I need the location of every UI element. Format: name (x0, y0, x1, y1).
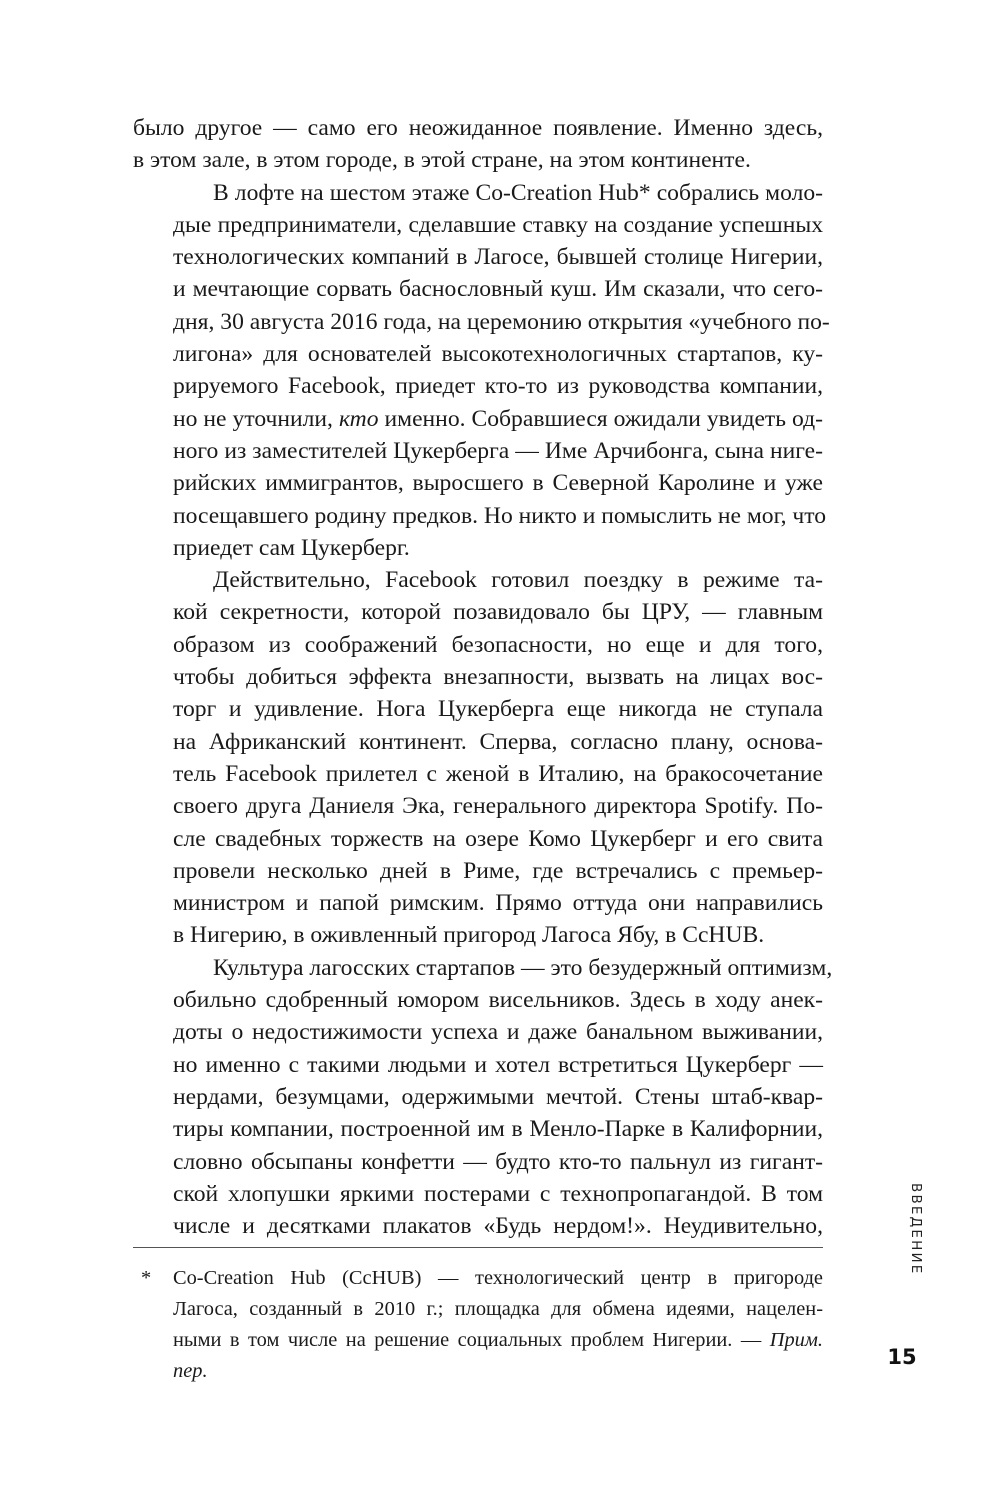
paragraph-2 (133, 177, 830, 565)
text-line: сле свадебных торжеств на озере Комо Цукерберг и его свита (173, 825, 823, 852)
text-line: было другое — само его неожиданное появление. Именно здесь, (133, 115, 823, 141)
italic-word: кто (338, 405, 379, 432)
footnote-line: Co-Creation Hub (CcHUB) — технологический центр в пригороде (173, 1267, 823, 1289)
text-line: ской хлопушки яркими постерами с технопропагандой. В том (173, 1180, 823, 1207)
text-line-with-italic (133, 403, 823, 435)
italic-abbrev-end: пер. (173, 1360, 208, 1382)
footnote-line: Лагоса, созданный в 2010 г.; площадка для обмена идеями, нацелен- (173, 1298, 823, 1320)
text-line: лигона» для основателей высокотехнологичных стартапов, ку- (173, 341, 823, 368)
text-line: В лофте на шестом этаже Co-Creation Hub* собрались моло- (213, 179, 823, 206)
text-line: словно обсыпаны конфетти — будто кто-то пальнул из гигант- (173, 1148, 823, 1175)
footnote-line (173, 1356, 823, 1387)
text-line: ного из заместителей Цукерберга — Име Арчибонга, сына ниге- (173, 437, 823, 464)
text-line: образом из соображений безопасности, но еще и для того, (173, 631, 823, 658)
text-line: тиры компании, построенной им в Менло-Парке в Калифорнии, (173, 1116, 823, 1143)
text-line: рируемого Facebook, приедет кто-то из руководства компании, (173, 373, 823, 400)
text-line: дые предприниматели, сделавшие ставку на создание успешных (173, 211, 823, 238)
text-line: приедет сам Цукерберг. (173, 534, 410, 561)
footnote-line-with-italic (173, 1325, 823, 1356)
line-end: именно. Собравшиеся ожидали увидеть од- (384, 405, 823, 432)
running-head-label: ВВЕДЕНИЕ (908, 1183, 924, 1276)
text-line: в Нигерию, в оживленный пригород Лагоса Ябу, в CcHUB. (173, 922, 765, 949)
line-start: ными в том числе на решение социальных проблем Нигерии. — (173, 1329, 770, 1351)
italic-abbrev: Прим. (769, 1329, 823, 1351)
text-line: Действительно, Facebook готовил поездку в режиме та- (213, 567, 823, 594)
text-line: числе и десятками плакатов «Будь нердом!». Неудивительно, (173, 1213, 823, 1240)
text-line: торг и удивление. Нога Цукерберга еще никогда не ступала (173, 696, 823, 723)
text-line: провели несколько дней в Риме, где встречались с премьер- (173, 857, 823, 884)
text-line: Культура лагосских стартапов — это безудержный оптимизм, (213, 954, 833, 981)
paragraph-4 (133, 952, 833, 1243)
paragraph-1 (133, 112, 823, 177)
page-number: 15 (887, 1345, 917, 1369)
text-line: обильно сдобренный юмором висельников. Здесь в ходу анек- (173, 987, 823, 1014)
text-line: и мечтающие сорвать баснословный куш. Им сказали, что сего- (173, 276, 823, 303)
text-line: в этом зале, в этом городе, в этой стране, на этом континенте. (133, 147, 751, 174)
body-text (133, 112, 833, 1242)
text-line: но именно с такими людьми и хотел встретиться Цукерберг — (173, 1051, 823, 1078)
text-line: дня, 30 августа 2016 года, на церемонию открытия «учебного по- (173, 308, 830, 335)
footnote (133, 1263, 823, 1387)
text-line: посещавшего родину предков. Но никто и помыслить не мог, что (173, 502, 827, 529)
footnote-mark: * (141, 1267, 152, 1289)
text-line: кой секретности, которой позавидовало бы ЦРУ, — главным (173, 599, 823, 626)
text-line: тель Facebook прилетел с женой в Италию, на бракосочетание (173, 760, 823, 787)
footnote-divider (133, 1247, 823, 1248)
text-line: своего друга Даниеля Эка, генерального директора Spotify. По- (173, 793, 823, 820)
text-line: технологических компаний в Лагосе, бывшей столице Нигерии, (173, 244, 823, 271)
text-line: рийских иммигрантов, выросшего в Северной Каролине и уже (173, 470, 823, 497)
footnote-body (173, 1263, 823, 1387)
text-line: министром и папой римским. Прямо оттуда они направились (173, 890, 823, 917)
text-line: на Африканский континент. Сперва, согласно плану, основа- (173, 728, 823, 755)
text-line: доты о недостижимости успеха и даже банальном выживании, (173, 1019, 823, 1046)
paragraph-3 (133, 564, 823, 952)
line-start: но не уточнили, (173, 405, 339, 432)
text-line: чтобы добиться эффекта внезапности, вызвать на лицах вос- (173, 664, 823, 691)
text-line: нердами, безумцами, одержимыми мечтой. Стены штаб-квар- (173, 1083, 823, 1110)
